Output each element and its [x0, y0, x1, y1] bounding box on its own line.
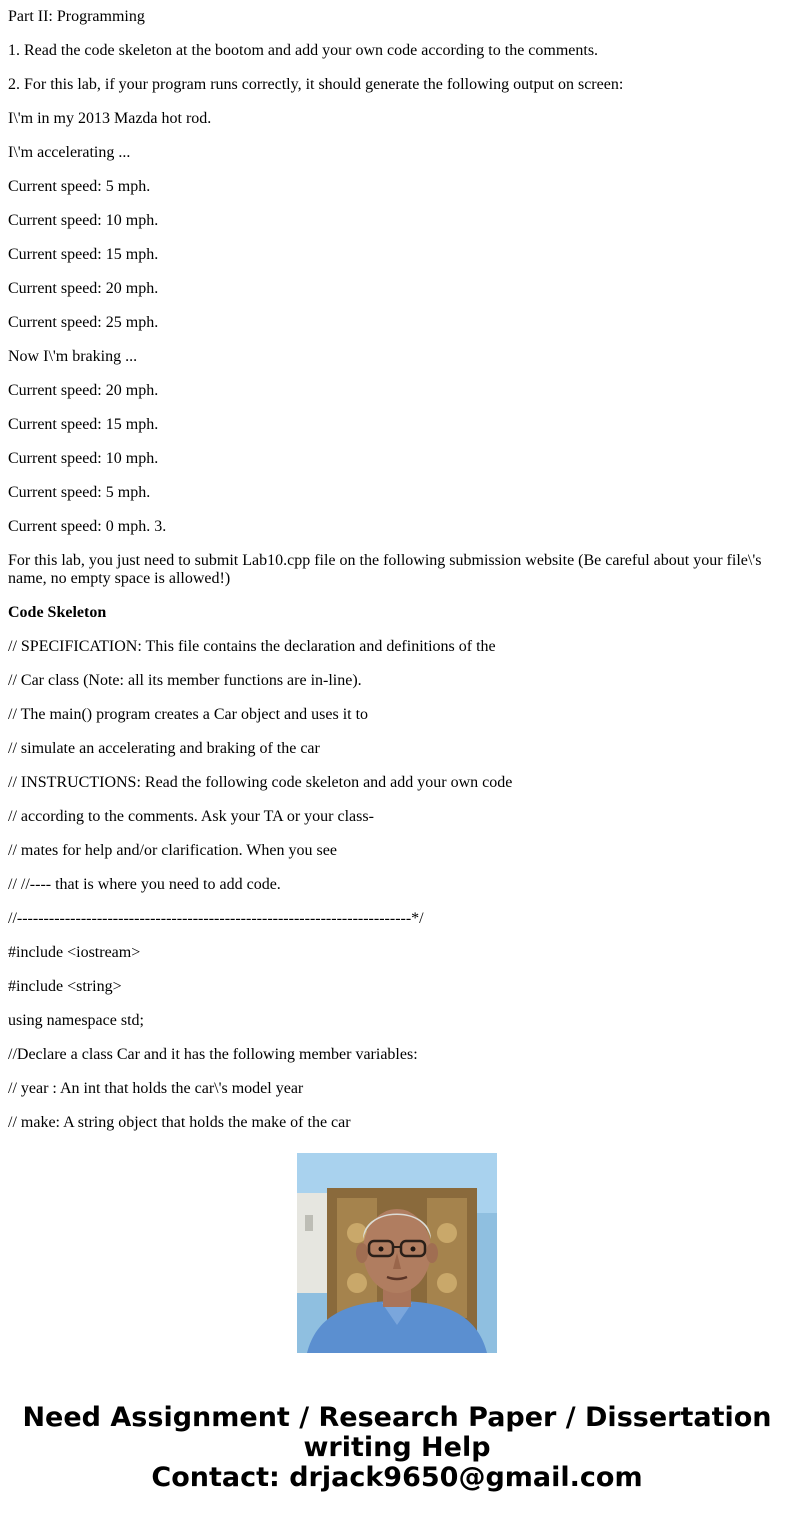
output-line: Current speed: 10 mph.: [8, 212, 159, 229]
document-body: [8, 0, 786, 1131]
submission-note: For this lab, you just need to submit Lab10.cpp file on the following submission website (Be careful about your file\'s name, no empty space is allowed!): [8, 552, 766, 587]
code-line: // SPECIFICATION: This file contains the declaration and definitions of the: [8, 638, 496, 655]
output-line: Current speed: 5 mph.: [8, 178, 151, 195]
output-line: I\'m in my 2013 Mazda hot rod.: [8, 110, 212, 127]
code-line: // //---- that is where you need to add code.: [8, 876, 281, 893]
code-line: // mates for help and/or clarification. When you see: [8, 842, 337, 859]
output-line: Current speed: 5 mph.: [8, 484, 151, 501]
code-line: // according to the comments. Ask your TA or your class-: [8, 808, 374, 825]
code-line: #include <string>: [8, 978, 122, 995]
code-line: // Car class (Note: all its member functions are in-line).: [8, 672, 362, 689]
author-photo: [297, 1153, 497, 1353]
code-skeleton-heading: Code Skeleton: [8, 604, 107, 621]
code-line: //--------------------------------------------------------------------------*/: [8, 910, 424, 927]
code-line: // INSTRUCTIONS: Read the following code skeleton and add your own code: [8, 774, 513, 791]
instruction-step-2: 2. For this lab, if your program runs correctly, it should generate the following output on screen:: [8, 76, 624, 93]
code-line: // year : An int that holds the car\'s model year: [8, 1080, 304, 1097]
code-line: #include <iostream>: [8, 944, 141, 961]
instruction-step-1: 1. Read the code skeleton at the bootom and add your own code according to the comments.: [8, 42, 599, 59]
promo-line-1: Need Assignment / Research Paper / Dissertation: [22, 1402, 772, 1433]
section-heading: Part II: Programming: [8, 8, 145, 25]
output-line: Current speed: 10 mph.: [8, 450, 159, 467]
code-line: // make: A string object that holds the make of the car: [8, 1114, 351, 1131]
promo-banner: [0, 1403, 794, 1493]
code-line: // simulate an accelerating and braking of the car: [8, 740, 320, 757]
output-line: Current speed: 20 mph.: [8, 280, 159, 297]
output-line: Now I\'m braking ...: [8, 348, 138, 365]
output-line: Current speed: 15 mph.: [8, 246, 159, 263]
code-line: //Declare a class Car and it has the following member variables:: [8, 1046, 418, 1063]
code-line: // The main() program creates a Car object and uses it to: [8, 706, 369, 723]
output-line: Current speed: 0 mph. 3.: [8, 518, 167, 535]
output-line: Current speed: 20 mph.: [8, 382, 159, 399]
output-line: I\'m accelerating ...: [8, 144, 131, 161]
output-line: Current speed: 15 mph.: [8, 416, 159, 433]
promo-line-2: writing Help: [303, 1432, 491, 1463]
promo-contact: Contact: drjack9650@gmail.com: [151, 1462, 643, 1493]
output-line: Current speed: 25 mph.: [8, 314, 159, 331]
code-line: using namespace std;: [8, 1012, 144, 1029]
